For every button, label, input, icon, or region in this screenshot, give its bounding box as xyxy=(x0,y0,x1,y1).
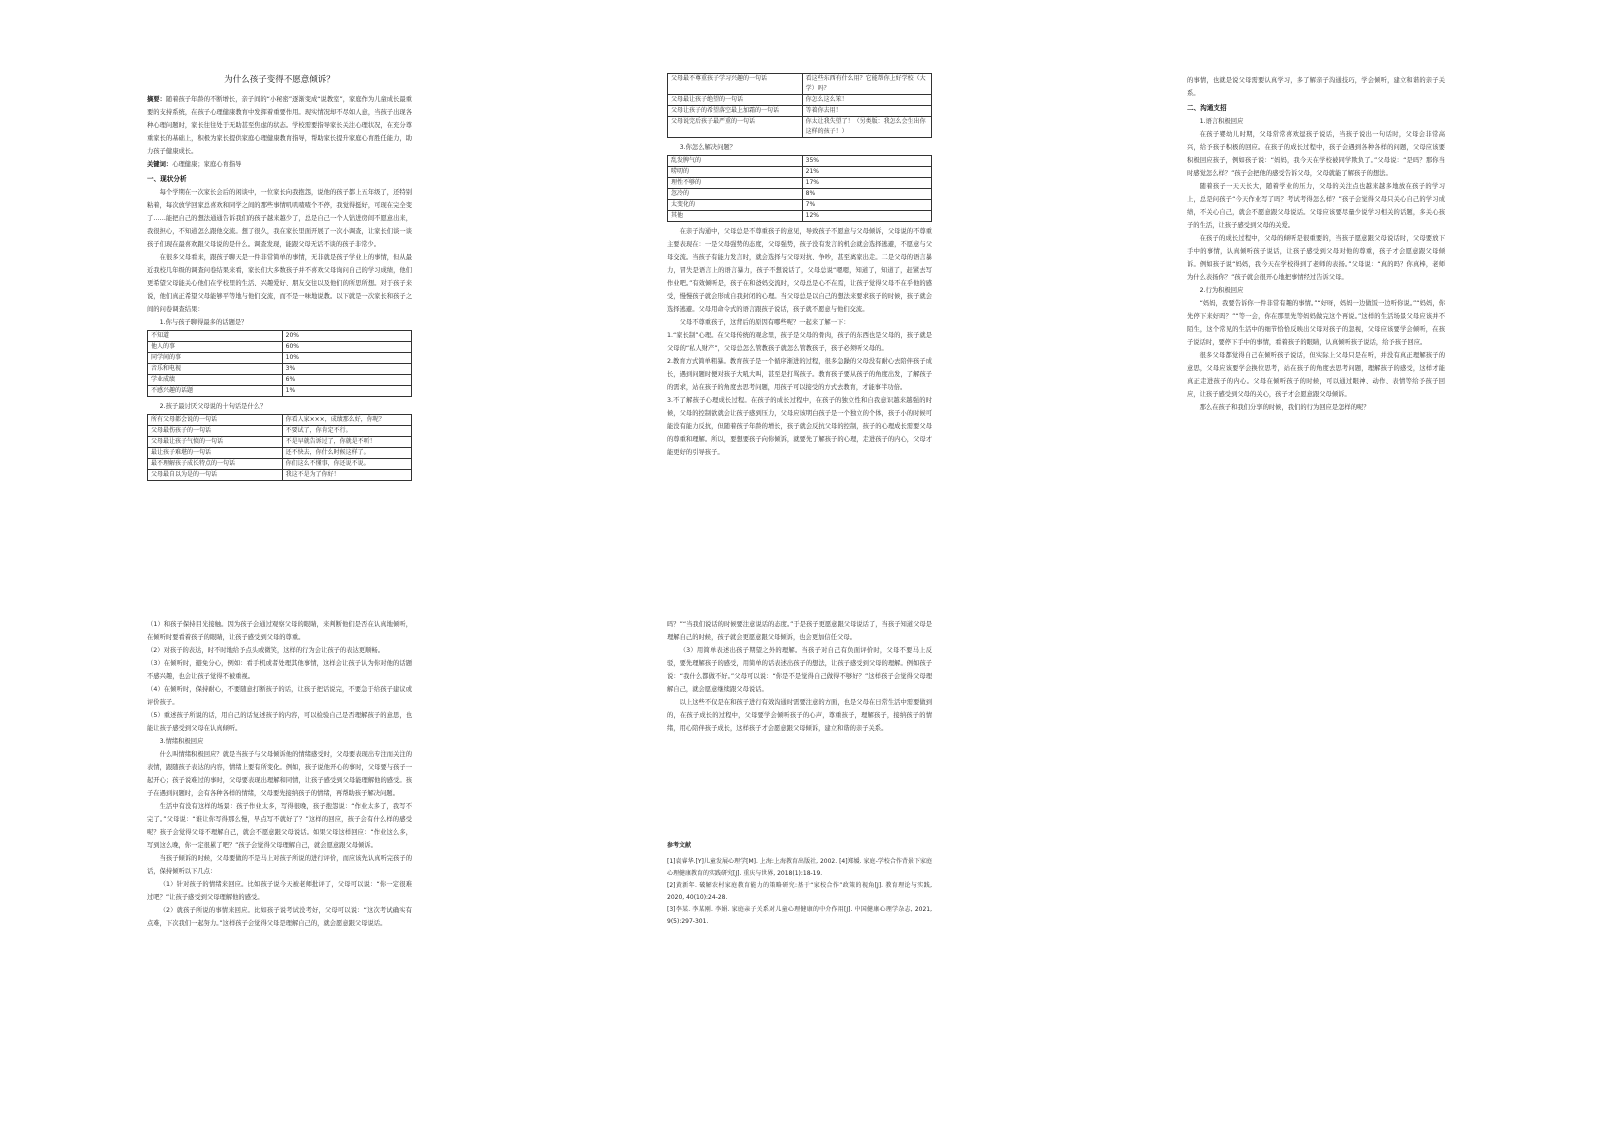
paragraph: 1.“家长制”心理。在父母传统的观念里，孩子是父母的骨肉，孩子的东西也是父母的，孩子就是父母的“私人财产”，父母总怎么管教孩子就怎么管教孩子，孩子必须听父母的。 xyxy=(667,332,932,352)
table-cell: 父母说完后孩子最严重的一句话 xyxy=(668,117,803,138)
table-cell: 父母最不尊重孩子学习兴趣的一句话 xyxy=(668,74,803,95)
references-title: 参考文献 xyxy=(667,842,692,849)
paragraph: 当孩子倾诉的时候，父母要做的不是马上对孩子所说的进行评价，而应该先认真听完孩子的话，保持倾听以下几点： xyxy=(147,855,412,875)
table-row xyxy=(148,426,412,437)
table-row xyxy=(668,156,932,167)
keywords-text: 心理健康；家庭心育指导 xyxy=(172,161,242,168)
table-cell: 唠叨的 xyxy=(668,167,803,178)
table-cell: 不要试了，你肯定不行。 xyxy=(282,426,411,437)
table-row xyxy=(668,211,932,222)
reference-item: [1]袁睿华.[Y]儿童发展心理学[M]. 上海:上海教育出版社, 2002. [4]郑媛. 家庭-学校合作背景下家庭心理健康教育的实践研究[J]. 重庆与世界, 2018(1):18-19. xyxy=(667,858,932,877)
list-item: （4）在倾听时，保持耐心，不要随意打断孩子的话，让孩子把话说完，不要急于给孩子建议或评价孩子。 xyxy=(147,686,412,706)
table-cell: 乱发脾气的 xyxy=(668,156,803,167)
table-row xyxy=(148,364,412,375)
list-item: （3）在倾听时，避免分心，例如：看手机或者处理其他事情，这样会让孩子认为你对他的话题不感兴趣，也会让孩子觉得不被重视。 xyxy=(147,660,412,680)
table-row xyxy=(148,342,412,353)
abstract-label: 摘要： xyxy=(147,96,166,103)
q2-table-continued xyxy=(667,73,932,138)
table-row xyxy=(148,386,412,397)
page1-right-column xyxy=(1187,74,1445,519)
paragraph: 在孩子的成长过程中，父母的倾听是很重要的，当孩子愿意跟父母说话时，父母要放下手中的事情，认真倾听孩子说话，让孩子感受到父母对他的尊重，孩子才会愿意跟父母倾诉。例如孩子说“妈妈，我今天在学校得到了老师的表扬。”父母说：“真的吗？你真棒，老师为什么表扬你？”孩子就会很开心地把事情经过告诉父母。 xyxy=(1187,235,1445,281)
table-cell: 父母最自以为是的一句话 xyxy=(148,470,283,481)
table-cell: 20% xyxy=(282,331,411,342)
section2-title: 二、沟通支招 xyxy=(1187,104,1227,112)
table-cell: 他人的事 xyxy=(148,342,283,353)
page1-left-column xyxy=(147,74,412,514)
table-cell: 8% xyxy=(802,189,931,200)
table-row xyxy=(668,95,932,106)
table-cell: 其他 xyxy=(668,211,803,222)
paragraph: （3）用简单表述出孩子期望之外的理解。当孩子对自己有负面评价时，父母不要马上反驳，要先理解孩子的感受，用简单的话表述出孩子的想法，让孩子感受到父母的理解。例如孩子说：“我什么都做不好。”父母可以说：“你是不是觉得自己做得不够好？”这样孩子会觉得父母理解自己，就会愿意继续跟父母说话。 xyxy=(667,647,932,693)
references xyxy=(667,840,932,970)
page2-left-column xyxy=(147,618,412,1118)
page1-middle-column xyxy=(667,72,932,517)
keywords xyxy=(147,158,412,171)
abstract-text: 随着孩子年龄的不断增长，亲子间的“小秘密”逐渐变成“说教室”，家庭作为儿童成长最重要的支持系统，在孩子心理健康教育中发挥着重要作用。现实情况却不尽如人意，当孩子出现各种心理问题时，家长往往处于无助甚至焦虑的状态。学校需要指导家长关注心理状况，在充分尊重家长的基础上，积极为家长提供家庭心理健康教育指导，帮助家长提升家庭心育胜任能力，助力孩子健康成长。 xyxy=(147,96,412,155)
table-cell: 我这不是为了你好！ xyxy=(282,470,411,481)
paragraph: 什么叫情绪积极回应？就是当孩子与父母倾诉他的情绪感受时，父母要表现出专注而关注的表情，跟随孩子表达的内容，情绪上要有所变化。例如，孩子说他开心的事时，父母要与孩子一起开心；孩子说难过的事时，父母要表现出理解和同情，让孩子感受到父母能理解他的感受。孩子在遇到问题时，会有各种各样的情绪，父母要先接纳孩子的情绪，再帮助孩子解决问题。 xyxy=(147,751,412,797)
table-cell: 父母最让孩子气愤的一句话 xyxy=(148,437,283,448)
paragraph: 以上这些不仅是在和孩子进行有效沟通时需要注意的方面，也是父母在日常生活中需要做到的，在孩子成长的过程中，父母要学会倾听孩子的心声，尊重孩子，理解孩子，接纳孩子的情绪，用心陪伴孩子成长，这样孩子才会愿意跟父母倾诉，建立和谐的亲子关系。 xyxy=(667,699,932,732)
reference-item: [2]黄新年. 破解农村家庭教育能力的策略研究:基于“家校合作”政策的视角[J]. 教育理论与实践, 2020, 40(10):24-28. xyxy=(667,882,932,901)
paragraph: 那么在孩子和我们分享的时候，我们的行为回应是怎样的呢？ xyxy=(1199,404,1370,411)
subsection-2-title: 2.行为积极回应 xyxy=(1199,287,1244,294)
table-row xyxy=(668,117,932,138)
table-cell: 60% xyxy=(282,342,411,353)
abstract xyxy=(147,93,412,158)
table-cell: 不是早就告诉过了，你就是不听！ xyxy=(282,437,411,448)
paragraph: 生活中有没有这样的场景：孩子作业太多，写得很晚，孩子抱怨说：“作业太多了，我写不完了。”父母说：“谁让你写得那么慢，早点写不就好了？”这样的回应，孩子会有什么样的感受呢？孩子会觉得父母不理解自己，就会不愿意跟父母说话。如果父母这样回应：“作业这么多，写到这么晚，你一定很累了吧？”孩子会觉得父母理解自己，就会愿意跟父母倾诉。 xyxy=(147,803,412,849)
table-cell: 你看人家×××，成绩那么好，你呢？ xyxy=(282,415,411,426)
table-cell: 最不理解孩子成长特点的一句话 xyxy=(148,459,283,470)
table-row xyxy=(148,459,412,470)
paragraph: 2.教育方式简单粗暴。教育孩子是一个循序渐进的过程，很多急躁的父母没有耐心去陪伴孩子成长，遇到问题时便对孩子大吼大叫，甚至是打骂孩子。教育孩子要从孩子的角度出发，了解孩子的需求，站在孩子的角度去思考问题，用孩子可以接受的方式去教育，才能事半功倍。 xyxy=(667,358,932,391)
table-cell: 12% xyxy=(802,211,931,222)
question-2-label: 2.孩子最讨厌父母说的十句话是什么？ xyxy=(159,403,267,410)
table-row xyxy=(668,200,932,211)
paragraph: 在孩子婴幼儿时期，父母常常喜欢逗孩子说话，当孩子说出一句话时，父母会非常高兴，给予孩子积极的回应。在孩子的成长过程中，孩子会遇到各种各样的问题，父母应该要积极回应孩子，例如孩子说：“妈妈，我今天在学校被同学欺负了。”父母说：“是吗？那你当时感觉怎么样？”孩子会把他的感受告诉父母，父母就能了解孩子的想法。 xyxy=(1187,131,1445,177)
table-cell: 忽冷的 xyxy=(668,189,803,200)
table-cell: 看这些东西有什么用？它能帮你上好学校（大学）吗？ xyxy=(802,74,931,95)
table-row xyxy=(148,375,412,386)
table-cell: 6% xyxy=(282,375,411,386)
table-row xyxy=(148,353,412,364)
table-row xyxy=(668,106,932,117)
table-cell: 音乐和电视 xyxy=(148,364,283,375)
page2-middle-column xyxy=(667,618,932,868)
table-row xyxy=(668,189,932,200)
keywords-label: 关键词： xyxy=(147,161,173,168)
table-cell: 你怎么这么笨！ xyxy=(802,95,931,106)
paragraph: 在很多父母看来，跟孩子聊天是一件非常简单的事情，无非就是孩子学业上的事情，但从最近我校几年级的调查问卷结果来看，家长们大多数孩子并不喜欢父母询问自己的学习成绩，他们更希望父母能关心他们在学校里的生活、兴趣爱好、朋友交往以及他们的所思所想。对于孩子来说，他们真正希望父母能够平等地与他们交流，而不是一味地说教。以下就是一次家长和孩子之间的问卷调查结果： xyxy=(147,254,412,313)
table-cell: 还不快去，你什么时候这样了。 xyxy=(282,448,411,459)
paragraph: （1）针对孩子的情绪来回应。比如孩子说今天被老师批评了，父母可以说：“你一定很难过吧？”让孩子感受到父母理解他的感受。 xyxy=(147,881,412,901)
q3-table xyxy=(667,155,932,222)
question-1-label: 1.你与孩子聊得最多的话题是？ xyxy=(159,319,248,326)
list-item: （1）和孩子保持目光接触。因为孩子会通过观察父母的眼睛，来判断他们是否在认真地倾听，在倾听时要看着孩子的眼睛，让孩子感受到父母的尊重。 xyxy=(147,621,412,641)
table-cell: 父母让孩子的希望落空最上加霜的一句话 xyxy=(668,106,803,117)
reference-item: [3]李某. 李某刚. 李娟. 家庭亲子关系对儿童心理健康的中介作用[J]. 中国健康心理学杂志, 2021, 9(5):297-301. xyxy=(667,906,932,925)
paragraph: 的事情，也就是说父母需要认真学习，多了解亲子沟通技巧，学会倾听，建立和谐的亲子关系。 xyxy=(1187,77,1445,97)
table-cell: 17% xyxy=(802,178,931,189)
table-cell: 同学间的事 xyxy=(148,353,283,364)
table-row xyxy=(148,470,412,481)
table-cell: 所有父母都会说的一句话 xyxy=(148,415,283,426)
list-item: （5）重述孩子所说的话，用自己的话复述孩子的内容，可以检验自己是否理解孩子的意思，也能让孩子感受到父母在认真倾听。 xyxy=(147,712,412,732)
table-row xyxy=(668,74,932,95)
table-cell: 理性不够的 xyxy=(668,178,803,189)
table-cell: 10% xyxy=(282,353,411,364)
q1-table xyxy=(147,330,412,397)
paragraph: 吗？”“当我们说话的时候要注意说话的态度。”于是孩子更愿意跟父母说话了，当孩子知道父母是理解自己的时候，孩子就会更愿意跟父母倾诉，也会更加信任父母。 xyxy=(667,621,932,641)
section1-title: 一、现状分析 xyxy=(147,175,187,183)
paragraph: 随着孩子一天天长大，随着学业的压力，父母的关注点也越来越多地放在孩子的学习上，总是问孩子“今天作业写了吗？考试考得怎么样？”孩子会觉得父母只关心自己的学习成绩，不关心自己，就会不愿意跟父母说话。父母应该要尽量少说学习相关的话题，多关心孩子的生活，让孩子感受到父母的关爱。 xyxy=(1187,183,1445,229)
table-cell: 不感兴趣的话题 xyxy=(148,386,283,397)
paragraph: 在亲子沟通中，父母总是不尊重孩子的意见，导致孩子不愿意与父母倾诉，父母说的不尊重主要表现在：一是父母强势的态度，父母强势，孩子没有发言的机会就会选择逃避，不愿意与父母交流。当孩子有能力发言时，就会选择与父母对抗、争吵，甚至离家出走。二是父母的语言暴力，冒失是语言上的语言暴力，孩子不想说话了，父母总说“嗯嗯，知道了，知道了，赶紧去写作业吧。”有效倾听是，孩子在和爸妈交流时，父母总是心不在焉，让孩子觉得父母不在乎他的感受，慢慢孩子就会形成自我封闭的心理。当父母总是以自己的想法来要求孩子的时候，孩子就会选择逃避。父母用命令式的语言跟孩子说话，孩子就不愿意与他们交流。 xyxy=(667,228,932,313)
table-cell: 你们这么不懂事，你还说不说。 xyxy=(282,459,411,470)
article-title: 为什么孩子变得不愿意倾诉？ xyxy=(224,75,335,85)
table-row xyxy=(668,167,932,178)
table-cell: 父母最伤孩子的一句话 xyxy=(148,426,283,437)
table-cell: 等着你去用！ xyxy=(802,106,931,117)
paragraph: “妈妈，我要告诉你一件非常有趣的事情。”“好呀，妈妈一边做饭一边听你说。”“妈妈，你先停下来好吗？”“等一会，你在那里先等妈妈做完这个再说。”这样的生活场景父母应该并不陌生，这个常见的生活中的细节恰恰反映出父母对孩子的忽视，父母应该要学会倾听，在孩子说话时，要停下手中的事情，看着孩子的眼睛，认真倾听孩子说话，给予孩子回应。 xyxy=(1187,300,1445,346)
table-row xyxy=(148,448,412,459)
paragraph: 每个学期在一次家长会后的闲谈中，一位家长向我抱怨，说他的孩子都上五年级了，还特别粘着，每次放学回家总喜欢和同学之间的那些事情叽叽喳喳个不停，我觉得挺好，可现在完全变了……能把自己的想法通通告诉我们的孩子越来越少了，总是自己一个人钻进房间不愿意出来，我很担心，不知道怎么跟他交流。想了很久，我在家长里面开展了一次小调查，让家长们谈一谈孩子们现在最喜欢跟父母说的是什么。调查发现，能跟父母无话不谈的孩子非常少。 xyxy=(147,189,412,248)
q2-table xyxy=(147,414,412,481)
table-cell: 学业成绩 xyxy=(148,375,283,386)
table-row xyxy=(148,415,412,426)
table-row xyxy=(148,437,412,448)
table-row xyxy=(148,331,412,342)
table-row xyxy=(668,178,932,189)
table-cell: 3% xyxy=(282,364,411,375)
table-cell: 21% xyxy=(802,167,931,178)
table-cell: 7% xyxy=(802,200,931,211)
table-cell: 35% xyxy=(802,156,931,167)
list-item: （2）对孩子的表达，时不时地给予点头或微笑，这样的行为会让孩子的表达更顺畅。 xyxy=(147,647,384,654)
paragraph: 父母不尊重孩子，这背后的原因有哪些呢？一起来了解一下： xyxy=(679,319,850,326)
table-cell: 不知道 xyxy=(148,331,283,342)
question-3-label: 3.你怎么解决问题？ xyxy=(679,144,736,151)
paragraph: 3.不了解孩子心理成长过程。在孩子的成长过程中，在孩子的独立性和自我意识越来越强的时候，父母的控制欲就会让孩子感到压力，父母应该明白孩子是一个独立的个体，孩子小的时候可能没有能力反抗，但随着孩子年龄的增长，孩子就会反抗父母的控制，孩子的心理成长需要父母的尊重和理解。所以，要想要孩子向你倾诉，就要先了解孩子的心理，走进孩子的内心，父母才能更好的引导孩子。 xyxy=(667,397,932,456)
paragraph: 很多父母都觉得自己在倾听孩子说话，但实际上父母只是在听，并没有真正理解孩子的意思，父母应该要学会换位思考，站在孩子的角度去思考问题，理解孩子的感受，这样才能真正走进孩子的内心。父母在倾听孩子的时候，可以通过眼神、动作、表情等给予孩子回应，让孩子感受到父母的关心，孩子才会愿意跟父母倾诉。 xyxy=(1187,352,1445,398)
table-cell: 最让孩子难堪的一句话 xyxy=(148,448,283,459)
paragraph: （2）就孩子所说的事情来回应。比如孩子说考试没考好，父母可以说：“这次考试确实有点难，下次我们一起努力。”这样孩子会觉得父母是理解自己的，就会愿意跟父母说话。 xyxy=(147,907,412,927)
subsection-1-title: 1.语言积极回应 xyxy=(1199,118,1244,125)
table-cell: 你太让我失望了！（另类版：我怎么会生出你这样的孩子！） xyxy=(802,117,931,138)
table-cell: 父母最让孩子绝望的一句话 xyxy=(668,95,803,106)
table-cell: 太变化的 xyxy=(668,200,803,211)
subsection-3-title: 3.情绪积极回应 xyxy=(159,738,204,745)
table-cell: 1% xyxy=(282,386,411,397)
